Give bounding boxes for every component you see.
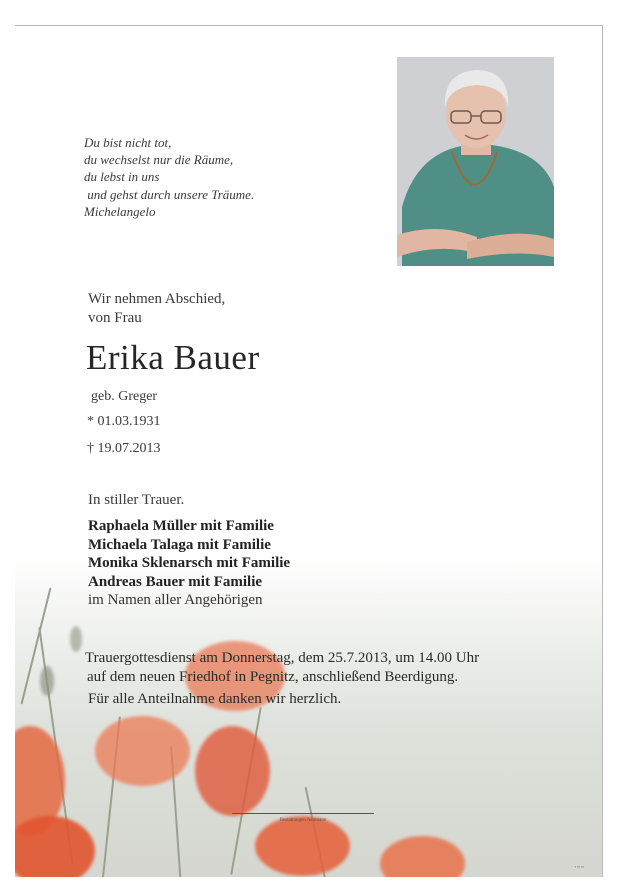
footer-divider [232,813,374,814]
death-date: † 19.07.2013 [87,441,161,456]
mourning-heading: In stiller Trauer. [88,492,185,508]
portrait-photo [397,57,554,266]
undertaker-name: Bestattungen Neumann [279,818,327,823]
farewell-intro [88,290,225,327]
thanks-note: Für alle Anteilnahme danken wir herzlich. [88,691,342,707]
print-mark: ▪ ▪▪ ▪▪ [574,864,584,869]
mourner-name: Michaela Talaga mit Familie [88,536,271,553]
funeral-service-notice [85,649,479,687]
intro-line-2: von Frau [88,309,142,326]
maiden-name: geb. Greger [91,389,158,404]
intro-line-1: Wir nehmen Abschied, [88,291,226,307]
mourner-name: Raphaela Müller mit Familie [88,518,274,534]
service-line-1: Trauergottesdienst am Donnerstag, dem 25.7.2013, um 14.00 Uhr [85,650,480,666]
mourners-list [88,517,290,610]
mourner-name: Andreas Bauer mit Familie [88,573,263,590]
mourner-name: Monika Sklenarsch mit Familie [88,555,291,572]
deceased-name: Erika Bauer [86,338,260,377]
mourners-closing: im Namen aller Angehörigen [88,592,263,609]
memorial-quote: Du bist nicht tot, du wechselst nur die Räume, du lebst in uns und gehst durch unsere Träume. Michelangelo [84,135,255,219]
birth-date: * 01.03.1931 [87,414,161,429]
portrait-image [397,57,554,266]
service-line-2: auf dem neuen Friedhof in Pegnitz, anschließend Beerdigung. [87,669,459,685]
